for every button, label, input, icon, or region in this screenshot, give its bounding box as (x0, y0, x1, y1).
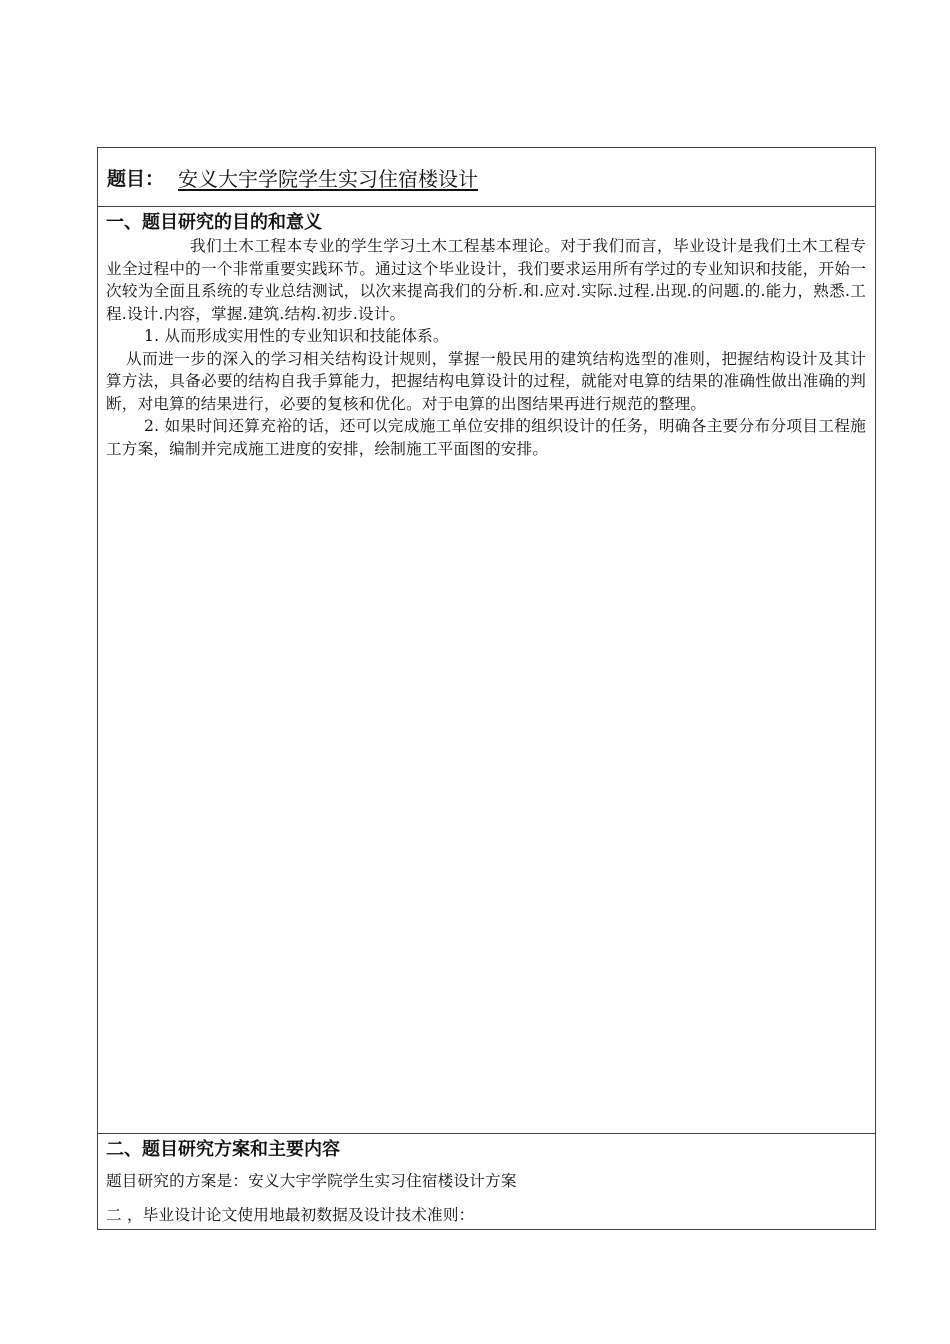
title-row (98, 148, 875, 207)
plan-paragraph: 题目研究的方案是：安义大宇学院学生实习住宿楼设计方案 (106, 1172, 517, 1190)
purpose-paragraph: 从而进一步的深入的学习相关结构设计规则，掌握一般民用的建筑结构选型的准则，把握结构设计及其计算方法，具备必要的结构自我手算能力，把握结构电算设计的过程，就能对电算的结果的准确性做出准确的判断，对电算的结果进行，必要的复核和优化。对于电算的出图结果再进行规范的整理。 (106, 349, 866, 413)
section-purpose-heading: 一、题目研究的目的和意义 (106, 212, 322, 233)
purpose-paragraph: 我们土木工程本专业的学生学习土木工程基本理论。对于我们而言，毕业设计是我们土木工程专业全过程中的一个非常重要实践环节。通过这个毕业设计，我们要求运用所有学过的专业知识和技能，开始一次较为全面且系统的专业总结测试，以次来提高我们的分析.和.应对.实际.过程.出现.的问题.的.能力，熟悉.工程.设计.内容，掌握.建筑.结构.初步.设计。 (106, 237, 866, 323)
purpose-item-2: 2. 如果时间还算充裕的话，还可以完成施工单位安排的组织设计的任务，明确各主要分布分项目工程施工方案，编制并完成施工进度的安排，绘制施工平面图的安排。 (106, 417, 866, 458)
section-plan-heading: 二、题目研究方案和主要内容 (106, 1139, 340, 1160)
proposal-table (97, 147, 876, 1230)
title-label: 题目： (107, 167, 165, 190)
plan-paragraph: 二 ，毕业设计论文使用地最初数据及设计技术准则： (106, 1206, 475, 1224)
title-value: 安义大宇学院学生实习住宿楼设计 (178, 166, 479, 191)
purpose-item-1: 1. 从而形成实用性的专业知识和技能体系。 (144, 327, 449, 345)
section-purpose (98, 207, 875, 1134)
section-plan (98, 1134, 875, 1229)
